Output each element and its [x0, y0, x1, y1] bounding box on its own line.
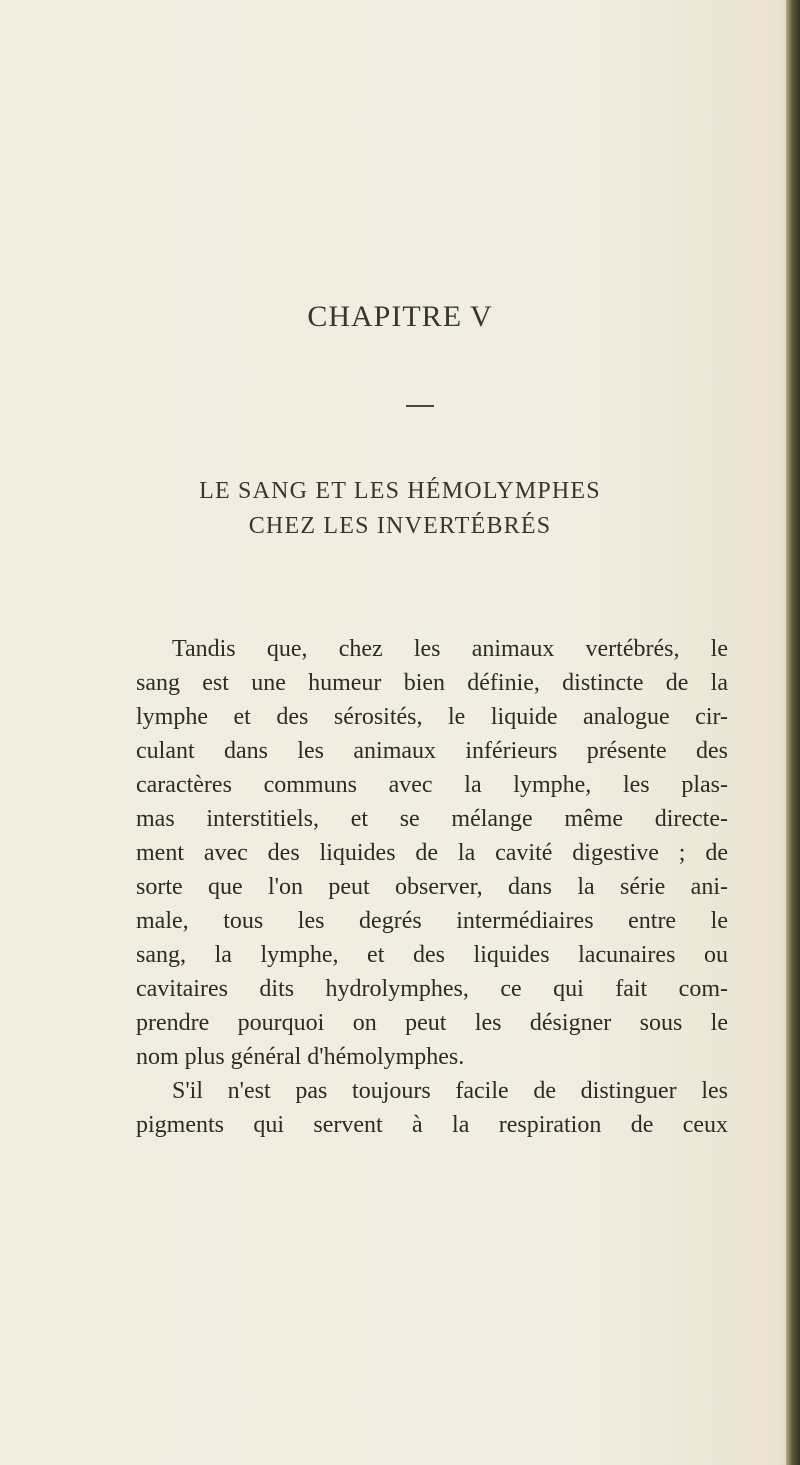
text-line: cavitaires dits hydrolymphes, ce qui fait com-	[136, 976, 728, 1002]
text-line: ment avec des liquides de la cavité digestive ; de	[136, 840, 728, 866]
chapter-subtitle-line-2: CHEZ LES INVERTÉBRÉS	[248, 513, 552, 539]
text-line: mas interstitiels, et se mélange même directe-	[136, 806, 728, 832]
chapter-subtitle-line-1: LE SANG ET LES HÉMOLYMPHES	[199, 478, 601, 504]
title-separator	[406, 405, 434, 407]
text-line: caractères communs avec la lymphe, les plas-	[136, 772, 728, 798]
text-line: nom plus général d'hémolymphes.	[136, 1044, 465, 1070]
text-line: prendre pourquoi on peut les désigner sous le	[136, 1010, 728, 1036]
text-line: S'il n'est pas toujours facile de distinguer les	[172, 1078, 728, 1104]
text-line: pigments qui servent à la respiration de ceux	[136, 1112, 728, 1138]
text-line: lymphe et des sérosités, le liquide analogue cir-	[136, 704, 728, 730]
text-line: sorte que l'on peut observer, dans la série ani-	[136, 874, 728, 900]
text-line: sang, la lymphe, et des liquides lacunaires ou	[136, 942, 728, 968]
text-line: male, tous les degrés intermédiaires entre le	[136, 908, 728, 934]
text-line: sang est une humeur bien définie, distincte de la	[136, 670, 728, 696]
page-edge	[786, 0, 800, 1465]
text-line: culant dans les animaux inférieurs présente des	[136, 738, 728, 764]
body-text	[136, 632, 728, 1142]
chapter-title: CHAPITRE V	[307, 300, 493, 333]
text-line: Tandis que, chez les animaux vertébrés, le	[172, 636, 728, 662]
